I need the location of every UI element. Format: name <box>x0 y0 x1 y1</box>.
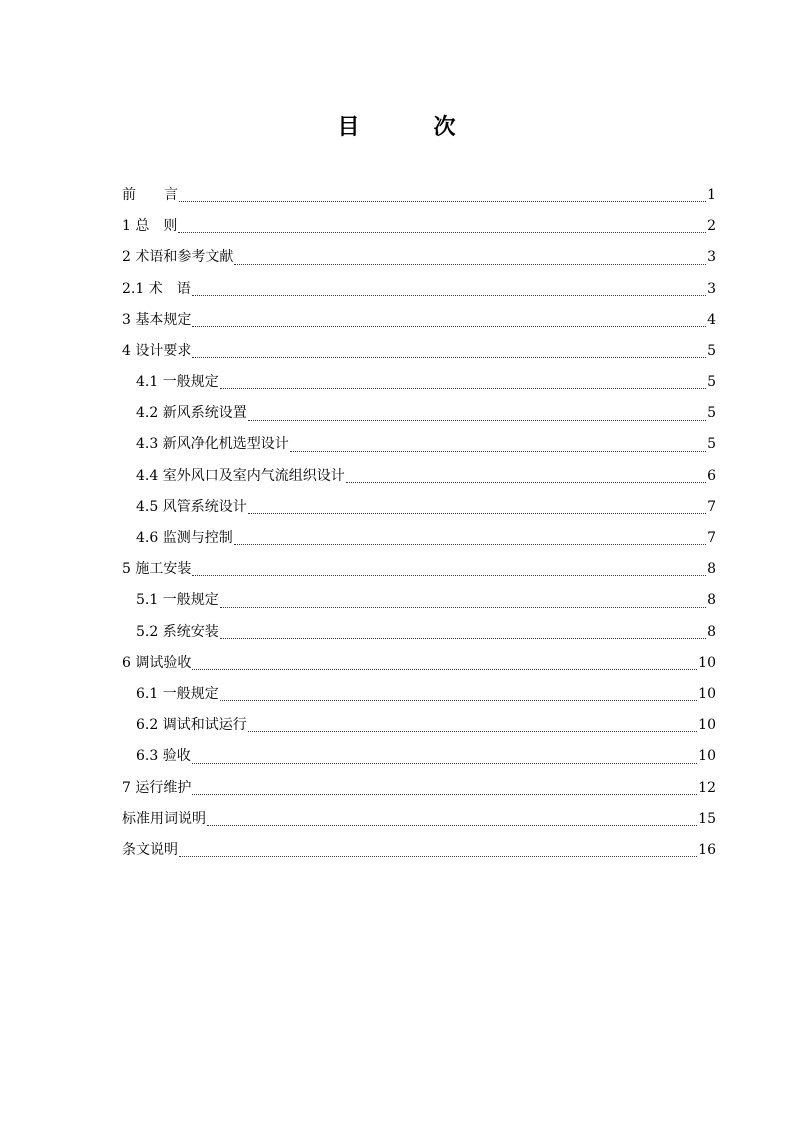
toc-dot-leader <box>192 574 706 576</box>
toc-entry-page-number: 3 <box>707 280 716 297</box>
toc-dot-leader <box>178 231 706 233</box>
toc-entry[interactable] <box>122 679 716 710</box>
toc-entry-label: 1 总 则 <box>122 218 178 235</box>
toc-entry-label: 5.1 一般规定 <box>136 592 219 609</box>
toc-entry[interactable] <box>122 398 716 429</box>
toc-entry-label: 条文说明 <box>122 841 178 858</box>
toc-dot-leader <box>192 294 706 296</box>
toc-entry-page-number: 5 <box>707 436 716 453</box>
toc-dot-leader <box>220 699 697 701</box>
toc-entry-page-number: 15 <box>698 810 716 827</box>
toc-dot-leader <box>220 606 706 608</box>
toc-entry[interactable] <box>122 461 716 492</box>
toc-entry[interactable] <box>122 741 716 772</box>
toc-entry-label: 4.5 风管系统设计 <box>136 498 247 515</box>
toc-entry-label: 3 基本规定 <box>122 311 192 328</box>
toc-dot-leader <box>234 263 706 265</box>
toc-entry-label: 4.2 新风系统设置 <box>136 405 247 422</box>
toc-entry[interactable] <box>122 242 716 273</box>
toc-entry[interactable] <box>122 585 716 616</box>
toc-dot-leader <box>248 512 706 514</box>
toc-entry-page-number: 3 <box>707 249 716 266</box>
toc-dot-leader <box>290 450 706 452</box>
toc-entry[interactable] <box>122 773 716 804</box>
toc-entry[interactable] <box>122 180 716 211</box>
toc-entry-label: 2.1 术 语 <box>122 280 191 297</box>
toc-entry[interactable] <box>122 804 716 835</box>
toc-entry[interactable] <box>122 523 716 554</box>
toc-entry[interactable] <box>122 305 716 336</box>
toc-entry-label: 6.1 一般规定 <box>136 685 219 702</box>
toc-entry[interactable] <box>122 492 716 523</box>
toc-entry-label: 4.1 一般规定 <box>136 374 219 391</box>
toc-entry-label: 6.3 验收 <box>136 748 191 765</box>
toc-list <box>122 180 716 866</box>
toc-entry-page-number: 12 <box>698 779 716 796</box>
toc-entry-label: 7 运行维护 <box>122 779 192 796</box>
toc-entry[interactable] <box>122 336 716 367</box>
toc-entry-page-number: 10 <box>698 717 716 734</box>
toc-dot-leader <box>192 668 697 670</box>
toc-title: 目 次 <box>337 114 482 140</box>
toc-dot-leader <box>220 387 706 389</box>
toc-entry-page-number: 5 <box>707 405 716 422</box>
toc-entry-page-number: 8 <box>707 561 716 578</box>
toc-entry-page-number: 5 <box>707 342 716 359</box>
toc-entry-label: 4.4 室外风口及室内气流组织设计 <box>136 467 345 484</box>
toc-entry-page-number: 2 <box>707 218 716 235</box>
toc-entry-label: 5 施工安装 <box>122 561 192 578</box>
toc-entry[interactable] <box>122 274 716 305</box>
toc-entry-label: 6 调试验收 <box>122 654 192 671</box>
toc-entry-page-number: 10 <box>698 748 716 765</box>
toc-entry[interactable] <box>122 367 716 398</box>
toc-dot-leader <box>248 419 706 421</box>
toc-entry-page-number: 5 <box>707 374 716 391</box>
toc-entry[interactable] <box>122 835 716 866</box>
toc-entry-page-number: 8 <box>707 592 716 609</box>
toc-dot-leader <box>192 325 706 327</box>
toc-entry-page-number: 7 <box>707 530 716 547</box>
toc-entry-page-number: 7 <box>707 498 716 515</box>
toc-entry[interactable] <box>122 710 716 741</box>
toc-entry-label: 5.2 系统安装 <box>136 623 219 640</box>
toc-entry[interactable] <box>122 617 716 648</box>
toc-entry-page-number: 10 <box>698 654 716 671</box>
toc-entry-page-number: 4 <box>707 311 716 328</box>
toc-dot-leader <box>192 356 706 358</box>
toc-dot-leader <box>207 824 697 826</box>
toc-entry-label: 前 言 <box>122 186 178 203</box>
toc-entry-label: 标准用词说明 <box>122 810 206 827</box>
toc-entry[interactable] <box>122 430 716 461</box>
toc-dot-leader <box>179 855 697 857</box>
toc-entry-label: 2 术语和参考文献 <box>122 249 234 266</box>
toc-dot-leader <box>192 793 697 795</box>
toc-entry-label: 4.6 监测与控制 <box>136 530 233 547</box>
toc-dot-leader <box>220 637 706 639</box>
toc-entry-label: 6.2 调试和试运行 <box>136 717 247 734</box>
toc-entry-label: 4 设计要求 <box>122 342 192 359</box>
toc-entry[interactable] <box>122 554 716 585</box>
toc-entry-label: 4.3 新风净化机选型设计 <box>136 436 289 453</box>
toc-entry-page-number: 10 <box>698 685 716 702</box>
toc-entry-page-number: 8 <box>707 623 716 640</box>
toc-entry[interactable] <box>122 648 716 679</box>
toc-entry-page-number: 6 <box>707 467 716 484</box>
toc-entry-page-number: 1 <box>707 186 716 203</box>
toc-dot-leader <box>234 543 706 545</box>
toc-entry-page-number: 16 <box>698 841 716 858</box>
toc-dot-leader <box>346 481 706 483</box>
toc-dot-leader <box>179 200 706 202</box>
toc-dot-leader <box>192 762 697 764</box>
toc-entry[interactable] <box>122 211 716 242</box>
toc-dot-leader <box>248 730 697 732</box>
